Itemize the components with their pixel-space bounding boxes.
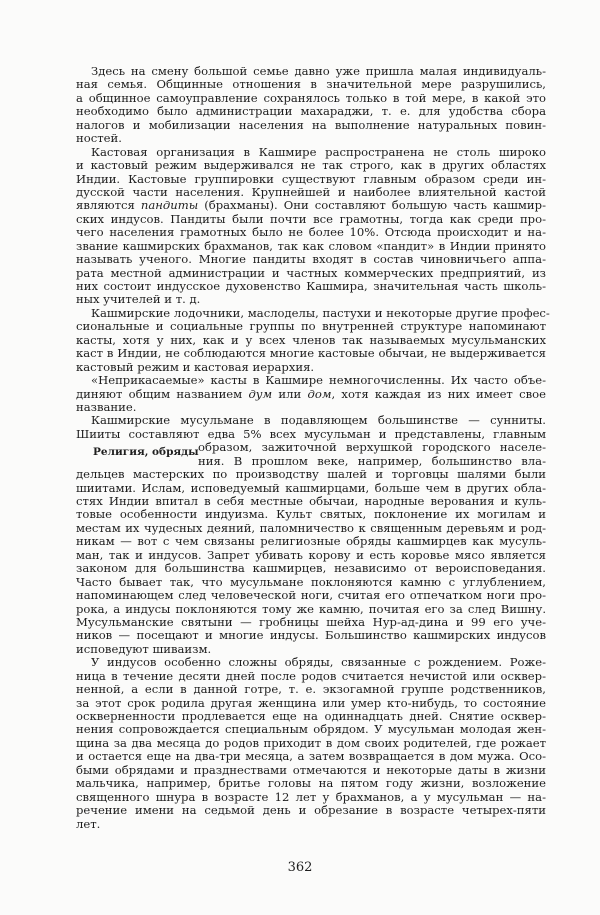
text-segment: (брахманы). Они составляют большую часть кашмир- [198,198,546,213]
paragraph [76,656,546,831]
text-line: чего населения грамотных было не более 10%. Отсюда происходит и на- [76,225,546,240]
text-line: касты, хотя у них, как и у всех членов так называемых мусульманских [76,332,546,347]
text-line: священного шнура в возрасте 12 лет у брахманов, а у мусульман — на- [76,789,546,804]
text-line: щина за два месяца до родов приходит в дом своих родителей, где рожает [76,735,546,750]
text-line: каст в Индии, не соблюдаются многие кастовые обычаи, не выдерживается [76,346,546,361]
text-line: налогов и мобилизации населения на выполнение натуральных повин- [76,117,546,132]
text-line: название. [76,399,137,414]
text-line: исповедуют шиваизм. [76,641,212,656]
text-line: оскверненности продлевается еще на одиннадцать дней. Снятие осквер- [76,709,546,723]
text-line: Индии. Кастовые группировки существуют главным образом среди ин- [76,171,546,186]
text-line: ман, так и индусов. Запрет убивать корову и есть коровье мясо является [76,547,546,562]
paragraph [76,65,546,146]
text-line: ностей. [76,131,122,146]
text-line: напоминающем след человеческой ноги, считая его отпечатком ноги про- [76,588,546,603]
text-line: мальчика, например, бритье головы на пятом году жизни, возложение [76,776,546,791]
text-line: и кастовый режим выдерживался не так строго, как в других областях [76,158,546,173]
paragraph [76,305,550,374]
text-line: законом для большинства кашмирцев, независимо от вероисповедания. [76,561,546,576]
text-line: Кашмирские мусульмане в подавляющем большинстве — сунниты. [91,413,546,428]
text-line: Шииты составляют едва 5% всех мусульман и представлены, главным [76,426,546,441]
text-line: местам их чудесных деяний, паломничество к священным деревьям и род- [76,520,546,535]
text-line: дусской части населения. Крупнейшей и наиболее влиятельной кастой [76,184,546,199]
paragraph [76,146,546,307]
text-line: ных учителей и т. д. [76,292,201,307]
text-segment: , хотя каждая из них имеет свое [331,386,546,401]
italic-term: дум [248,386,273,401]
text-line: рата местной администрации и частных коммерческих предприятий, из [76,265,546,280]
text-line: быми обрядами и празднествами отмечаются и некоторые даты в жизни [76,762,546,777]
text-line: за этот срок родила другая женщина или умер кто-нибудь, то состояние [76,695,546,710]
text-line: ских индусов. Пандиты были почти все грамотны, тогда как среди про- [76,211,546,226]
text-line: ненной, а если в данной готре, т. е. экзогамной группе родственников, [76,682,546,697]
text-line: шиитами. Ислам, исповедуемый кашмирцами, больше чем в других обла- [76,480,546,495]
text-line: сиональные и социальные группы по внутренней структуре напоминают [76,319,546,334]
text-line: дельцев мастерских по производству шалей и торговцы шалями были [76,467,546,482]
margin-heading: Религия, обряды [93,446,199,458]
text-segment: диняют общим названием [76,386,249,401]
text-line: звание кашмирских брахманов, так как словом «пандит» в Индии принято [76,238,546,253]
text-segment: или [272,386,308,401]
text-line: а общинное самоуправление сохранялось только в той мере, в какой это [76,90,546,105]
text-line: них состоит индусское духовенство Кашмира, значительная часть школь- [76,279,546,293]
text-line: Здесь на смену большой семье давно уже пришла малая индивидуаль- [91,64,546,78]
text-line: рока, а индусы поклоняются тому же камню, почитая его за след Вишну. [76,601,546,616]
italic-term: пандиты [140,198,199,213]
text-line: Кастовая организация в Кашмире распространена не столь широко [91,144,546,159]
text-segment: являются [76,198,141,213]
text-line: называть ученого. Многие пандиты входят в состав чиновничьего аппа- [76,252,546,267]
text-line: Кашмирские лодочники, маслоделы, пастухи и некоторые другие профес- [91,305,550,320]
text-line: кастовый режим и кастовая иерархия. [76,359,315,374]
paragraph [76,374,546,414]
text-line: необходимо было администрации махараджи, т. е. для удобства сбора [76,104,546,119]
text-line: образом, зажиточной верхушкой городского населе- [198,440,546,455]
text-line: Мусульманские святыни — гробницы шейха Нур-ад-дина и 99 его уче- [76,614,546,629]
text-line: никам — вот с чем связаны религиозные обряды кашмирцев как мусуль- [76,534,546,549]
text-line: и остается еще на два-три месяца, а затем возвращается в дом мужа. Осо- [76,749,546,764]
text-line: стях Индии впитал в себя местные обычаи, народные верования и куль- [76,494,546,508]
text-line: У индусов особенно сложны обряды, связанные с рождением. Роже- [91,655,546,670]
text-line: речение имени на седьмой день и обрезание в возрасте четырех-пяти [76,803,546,818]
text-line: «Неприкасаемые» касты в Кашмире немногочисленны. Их часто объе- [91,373,546,388]
text-line: лет. [76,816,101,831]
text-line: Часто бывает так, что мусульмане поклоняются камню с углублением, [76,574,546,589]
text-line [76,199,546,212]
text-line: ница в течение десяти дней после родов считается нечистой или осквер- [76,668,546,683]
text-line: товые особенности индуизма. Культ святых, поклонение их могилам и [76,507,546,522]
text-line [76,388,546,401]
text-line: ная семья. Общинные отношения в значительной мере разрушились, [76,77,546,92]
italic-term: дом [307,386,332,401]
text-line: ния. В прошлом веке, например, большинство вла- [198,453,546,468]
text-line: нения сопровождается специальным обрядом. У мусульман молодая жен- [76,722,546,737]
text-line: ников — посещают и многие индусы. Большинство кашмирских индусов [76,628,546,643]
page-number: 362 [287,860,313,875]
